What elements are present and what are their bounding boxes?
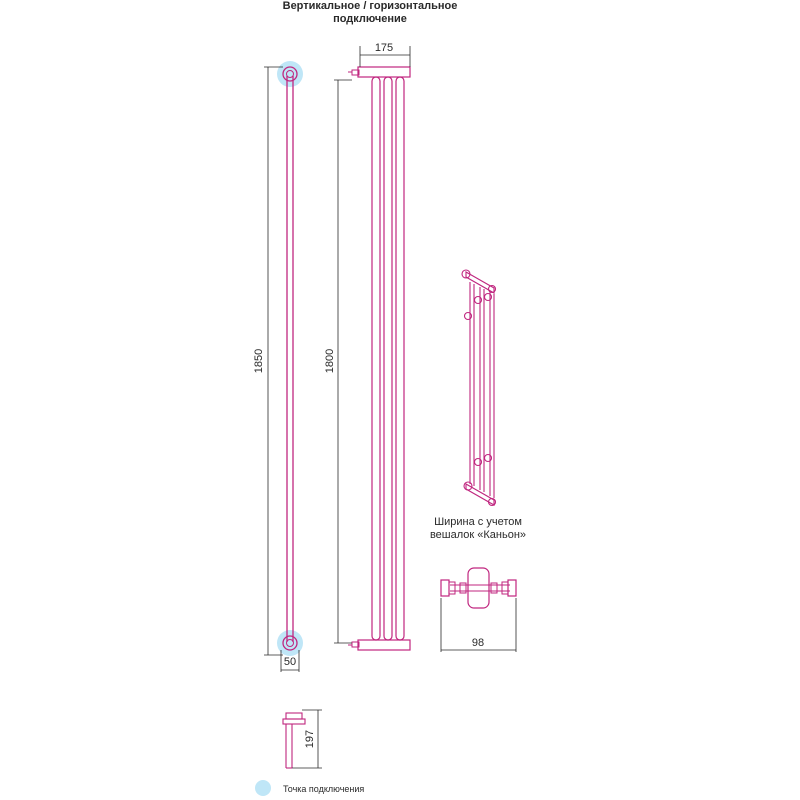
- side-view: [324, 42, 410, 650]
- side-tube-3: [396, 77, 404, 640]
- side-bottom-cap: [358, 640, 410, 650]
- hanger-right-knob: [508, 580, 516, 596]
- perspective-view: [462, 270, 496, 506]
- dim-label-1800: 1800: [324, 348, 336, 374]
- dim-label-50: 50: [283, 656, 297, 668]
- dim-label-175: 175: [374, 42, 394, 54]
- title-line-1: Вертикальное / горизонтальное: [282, 0, 458, 12]
- dim-label-1850: 1850: [253, 348, 265, 374]
- bracket-view: [283, 710, 322, 768]
- side-top-cap: [358, 67, 410, 77]
- hanger-view: [441, 568, 516, 652]
- hanger-body: [468, 568, 489, 608]
- dim-label-197: 197: [304, 729, 316, 749]
- connection-point-legend-label: Точка подключения: [283, 784, 365, 794]
- side-tube-1: [372, 77, 380, 640]
- connection-point-legend-icon: [255, 780, 271, 796]
- hanger-caption: [418, 516, 538, 542]
- dim-label-98: 98: [471, 637, 485, 649]
- hanger-left-knob: [441, 580, 449, 596]
- connection-point-top: [277, 61, 303, 87]
- title-line-2: подключение: [333, 13, 407, 25]
- side-tube-2: [384, 77, 392, 640]
- hanger-caption-line-2: вешалок «Каньон»: [429, 529, 527, 541]
- bracket-top: [286, 713, 302, 719]
- front-view: [253, 61, 303, 672]
- hanger-caption-line-1: Ширина с учетом: [434, 516, 522, 528]
